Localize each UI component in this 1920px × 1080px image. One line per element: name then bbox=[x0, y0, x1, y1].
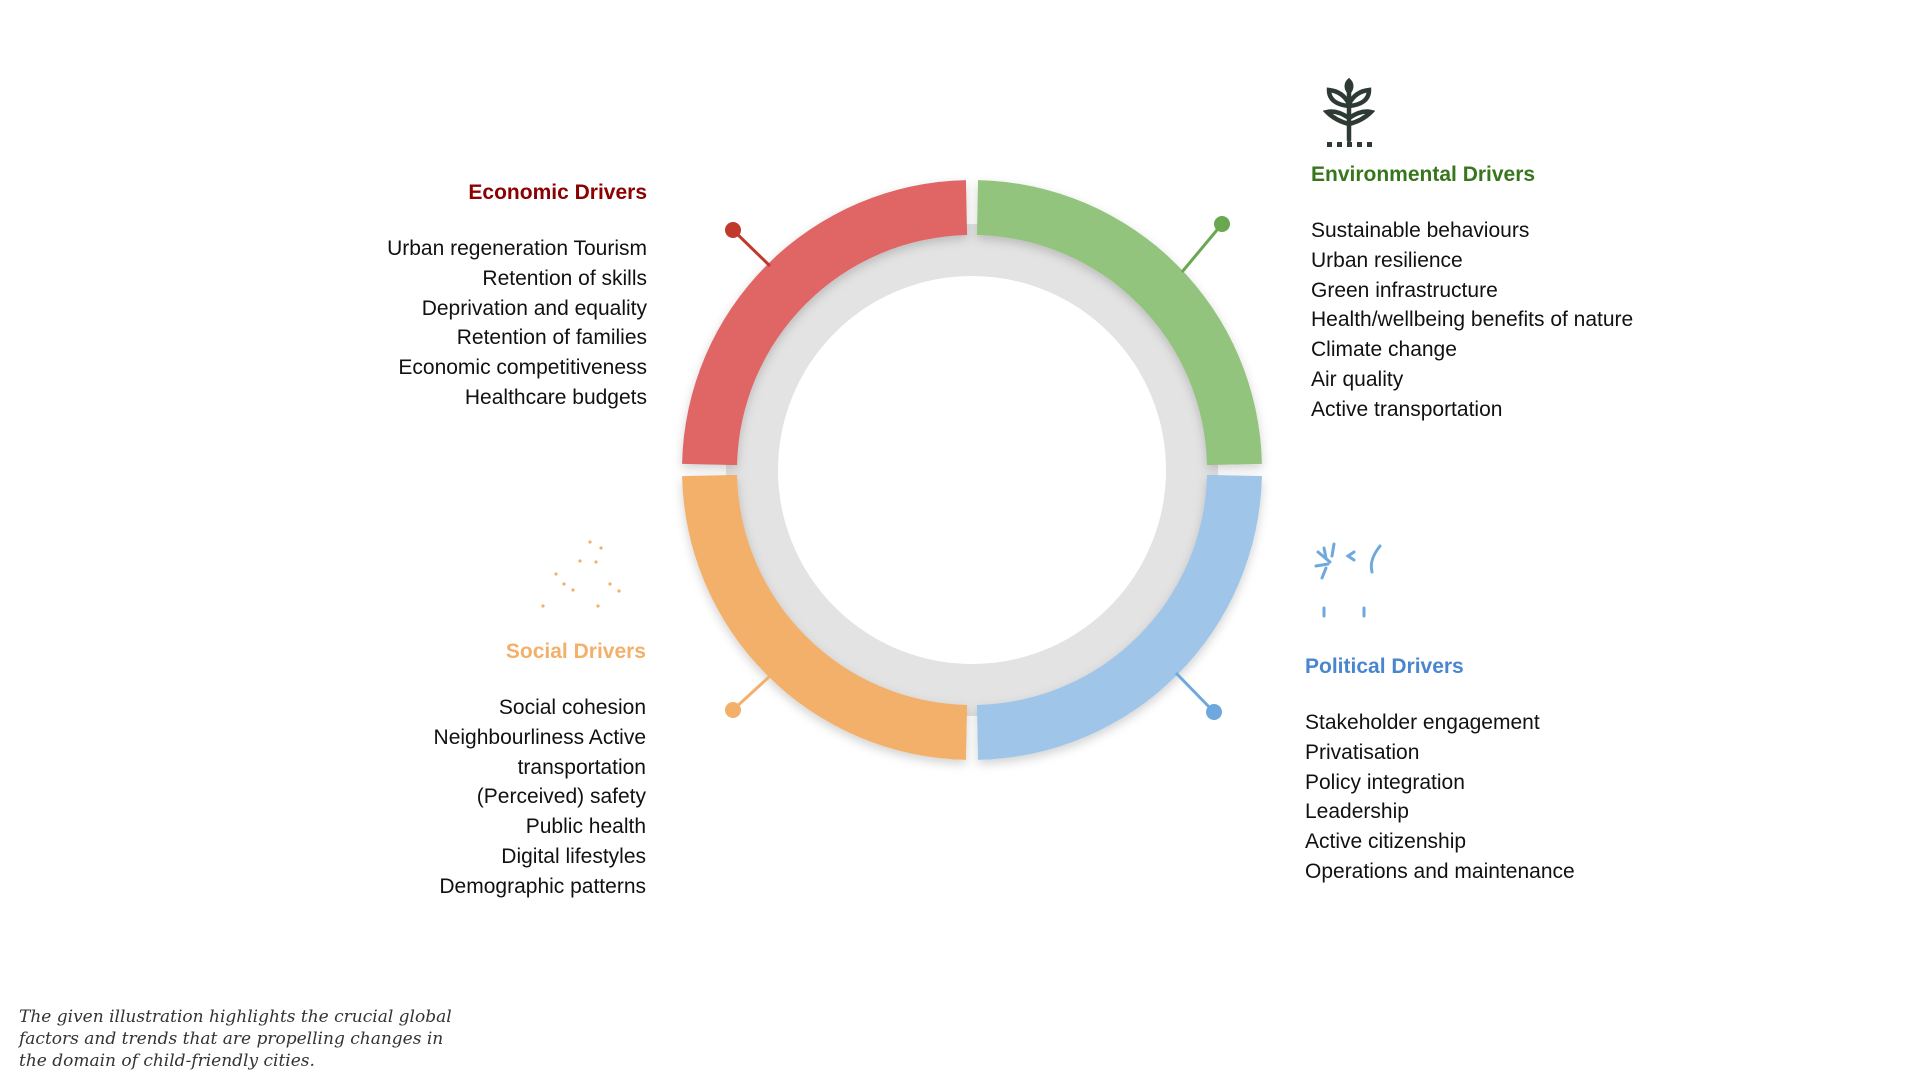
list-item: Privatisation bbox=[1305, 740, 1420, 764]
political-drivers-group bbox=[1305, 652, 1725, 887]
list-item: Stakeholder engagement bbox=[1305, 711, 1540, 734]
list-item: Deprivation and equality bbox=[421, 296, 647, 320]
list-item: Leadership bbox=[1305, 800, 1409, 824]
list-item: Operations and maintenance bbox=[1305, 859, 1575, 883]
list-item: Green infrastructure bbox=[1311, 278, 1498, 302]
economic-connector-dot bbox=[725, 222, 741, 238]
gavel-icon bbox=[1310, 538, 1390, 623]
list-item: Demographic patterns bbox=[439, 874, 646, 898]
list-item: Active citizenship bbox=[1305, 830, 1467, 854]
list-item: Climate change bbox=[1311, 338, 1457, 362]
list-item: transportation bbox=[517, 755, 646, 779]
list-item: Retention of families bbox=[456, 326, 647, 350]
social-drivers-title: Social Drivers bbox=[505, 640, 646, 663]
caption: The given illustration highlights the crucial global factors and trends that are propelling changes in the domain of child-friendly cities. bbox=[19, 1007, 452, 1071]
political-drivers-list bbox=[1305, 708, 1725, 887]
list-item: Neighbourliness Active bbox=[433, 725, 646, 749]
list-item: Policy integration bbox=[1305, 770, 1465, 794]
environmental-drivers-title: Environmental Drivers bbox=[1311, 163, 1536, 186]
environmental-drivers-group bbox=[1311, 160, 1731, 425]
list-item: Health/wellbeing benefits of nature bbox=[1311, 308, 1634, 332]
list-item: Digital lifestyles bbox=[501, 844, 646, 868]
list-item: Retention of skills bbox=[482, 266, 647, 290]
economic-drivers-group bbox=[340, 178, 647, 413]
list-item: Healthcare budgets bbox=[464, 385, 647, 409]
economic-drivers-list bbox=[340, 234, 647, 413]
social-drivers-list bbox=[340, 693, 646, 902]
inner-ring bbox=[752, 250, 1192, 690]
environmental-connector-dot bbox=[1214, 216, 1230, 232]
economic-drivers-title: Economic Drivers bbox=[468, 181, 647, 204]
political-connector-dot bbox=[1206, 704, 1222, 720]
list-item: Active transportation bbox=[1311, 397, 1503, 421]
social-connector-dot bbox=[725, 702, 741, 718]
list-item: Economic competitiveness bbox=[398, 356, 647, 380]
social-drivers-group bbox=[340, 637, 646, 902]
list-item: Air quality bbox=[1311, 367, 1404, 391]
list-item: (Perceived) safety bbox=[476, 785, 646, 809]
list-item: Urban regeneration Tourism bbox=[387, 237, 647, 260]
list-item: Sustainable behaviours bbox=[1311, 219, 1530, 242]
plant-icon bbox=[1323, 78, 1375, 148]
environmental-connector-line bbox=[1182, 224, 1222, 272]
environmental-drivers-list bbox=[1311, 216, 1731, 425]
political-drivers-title: Political Drivers bbox=[1305, 655, 1464, 678]
list-item: Urban resilience bbox=[1311, 248, 1463, 272]
list-item: Social cohesion bbox=[498, 696, 646, 719]
people-icon bbox=[536, 536, 636, 616]
political-connector-line bbox=[1176, 673, 1214, 712]
list-item: Public health bbox=[525, 815, 646, 839]
